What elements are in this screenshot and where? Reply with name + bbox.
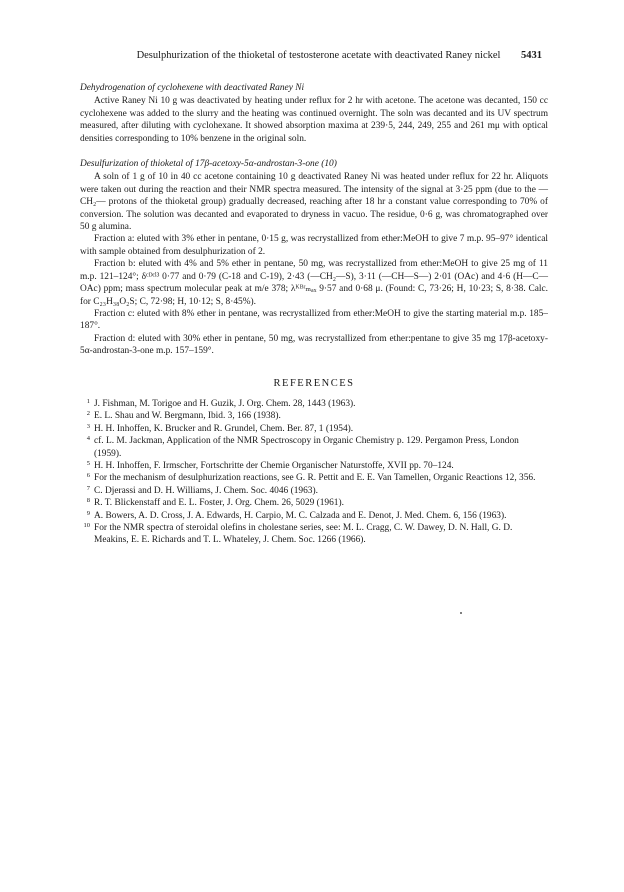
paragraph: A soln of 1 g of 10 in 40 cc acetone containing 10 g deactivated Raney Ni was heated under reflux for 22 hr. Aliquots were taken out during the reaction and their NMR spectra measured. The intensity of the signal at 3·25 ppm (due to the —CH₂— protons of the thioketal group) gradually decreased, reaching after 18 hr a constant value corresponding to 70% of conversion. The solution was decanted and evaporated to dryness in vacuo. The residue, 0·6 g, was chromatographed over 50 g alumina. xyxy=(80,172,548,233)
section-heading: Desulfurization of thioketal of 17β-acetoxy-5α-androstan-3-one (10) xyxy=(80,159,337,170)
section-heading: Dehydrogenation of cyclohexene with deactivated Raney Ni xyxy=(80,83,305,93)
reference-item xyxy=(80,435,548,460)
fraction-a: Fraction a: eluted with 3% ether in pentane, 0·15 g, was recrystallized from ether:MeOH to give 7 m.p. 95–97° identical with sample obtained from desulphurization of 2. xyxy=(80,234,548,257)
reference-item xyxy=(80,472,548,484)
reference-text: For the NMR spectra of steroidal olefins in cholestane series, see: M. L. Cragg, C. W. Dawey, D. N. Hall, G. D. Meakins, E. E. Richards and T. L. Whateley, J. Chem. Soc. 1266 (1966). xyxy=(94,523,513,546)
paragraph: Active Raney Ni 10 g was deactivated by heating under reflux for 2 hr with acetone. The acetone was decanted, 150 cc cyclohexene was added to the slurry and the heating was continued overnight. The soln was decanted and its UV spectrum measured, after diluting with cyclohexane. It showed absorption maxima at 239·5, 244, 249, 255 and 261 mμ with optical densities corresponding to 10% benzene in the original soln. xyxy=(80,96,548,144)
reference-text: E. L. Shau and W. Bergmann, Ibid. 3, 166 (1938). xyxy=(94,411,281,422)
reference-number: 3 xyxy=(86,422,90,430)
reference-text: J. Fishman, M. Torigoe and H. Guzik, J. Org. Chem. 28, 1443 (1963). xyxy=(94,398,356,409)
references-list xyxy=(80,398,548,547)
reference-item xyxy=(80,522,548,547)
reference-item xyxy=(80,460,548,472)
reference-number: 8 xyxy=(86,497,90,505)
reference-number: 4 xyxy=(86,435,90,443)
speck-mark xyxy=(460,612,462,614)
reference-number: 5 xyxy=(86,459,90,467)
section-dehydrogenation xyxy=(80,82,548,145)
fraction-d: Fraction d: eluted with 30% ether in pentane, 50 mg, was recrystallized from ether:pentane to give 35 mg 17β-acetoxy-5α-androstan-3-one m.p. 157–159°. xyxy=(80,333,548,357)
reference-item xyxy=(80,510,548,522)
reference-text: R. T. Blickenstaff and E. L. Foster, J. Org. Chem. 26, 5029 (1961). xyxy=(94,498,344,509)
reference-item xyxy=(80,423,548,435)
reference-item xyxy=(80,410,548,422)
reference-number: 2 xyxy=(86,410,90,418)
reference-text: For the mechanism of desulphurization reactions, see G. R. Pettit and E. E. Van Tamellen, Organic Reactions 12, 356. xyxy=(94,473,536,484)
reference-text: A. Bowers, A. D. Cross, J. A. Edwards, H. Carpio, M. C. Calzada and E. Denot, J. Med. Chem. 6, 156 (1963). xyxy=(94,510,507,521)
reference-number: 9 xyxy=(86,509,90,517)
reference-item xyxy=(80,497,548,509)
section-desulfurization xyxy=(80,158,548,358)
reference-number: 10 xyxy=(83,522,90,529)
reference-text: cf. L. M. Jackman, Application of the NMR Spectroscopy in Organic Chemistry p. 129. Pergamon Press, London (1959). xyxy=(94,436,519,459)
reference-text: C. Djerassi and D. H. Williams, J. Chem. Soc. 4046 (1963). xyxy=(94,485,318,496)
reference-item xyxy=(80,398,548,410)
reference-number: 1 xyxy=(86,397,90,405)
page-number: 5431 xyxy=(521,50,542,61)
fraction-b: Fraction b: eluted with 4% and 5% ether in pentane, 50 mg, was recrystallized from ether:MeOH to give 25 mg of 11 m.p. 121–124°; δᶜᴰᶜˡ³ 0·77 and 0·79 (C-18 and C-19), 2·43 (—CH₂—S), 3·11 (—CH—S—) 2·01 (OAc) and 4·6 (H—C—OAc) ppm; mass spectrum molecular peak at m/e 378; λᴷᴮʳₘₐₓ 9·57 and 0·68 μ. (Found: C, 73·26; H, 10·23; S, 8·38. Calc. for C₂₃H₃₈O₂S; C, 72·98; H, 10·12; S, 8·45%). xyxy=(80,259,548,307)
reference-number: 7 xyxy=(86,484,90,492)
running-header xyxy=(95,50,542,61)
reference-item xyxy=(80,485,548,497)
reference-text: H. H. Inhoffen, K. Brucker and R. Grundel, Chem. Ber. 87, 1 (1954). xyxy=(94,423,354,434)
references-title: REFERENCES xyxy=(273,377,355,389)
reference-number: 6 xyxy=(86,472,90,480)
article-body xyxy=(80,82,548,547)
running-title: Desulphurization of the thioketal of testosterone acetate with deactivated Raney nickel xyxy=(136,50,501,61)
fraction-c: Fraction c: eluted with 8% ether in pentane, was recrystallized from ether:MeOH to give the starting material m.p. 185–187°. xyxy=(80,308,548,332)
reference-text: H. H. Inhoffen, F. Irmscher, Fortschritte der Chemie Organischer Naturstoffe, XVII pp. 70–124. xyxy=(94,460,454,471)
